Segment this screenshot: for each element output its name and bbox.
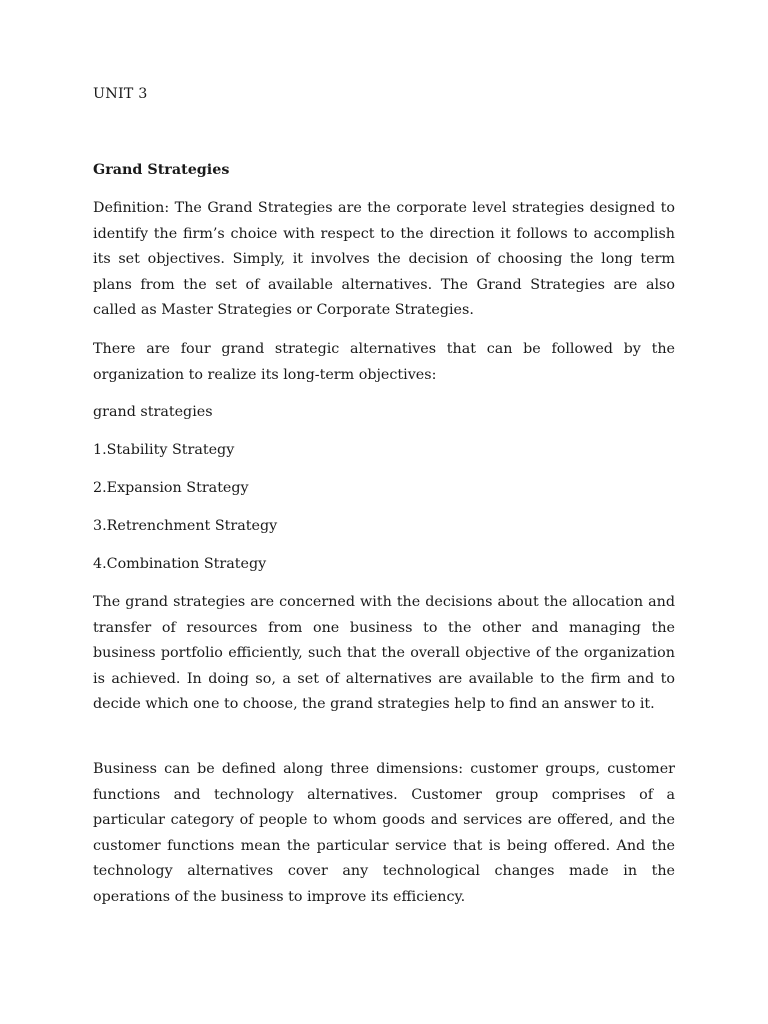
list-item: 4.Combination Strategy <box>93 556 267 572</box>
list-item: 3.Retrenchment Strategy <box>93 518 278 534</box>
intro-paragraph: There are four grand strategic alternatives that can be followed by the organization to realize its long-term objectives: <box>93 341 675 383</box>
allocation-paragraph: The grand strategies are concerned with the decisions about the allocation and transfer of resources from one business to the other and managing the business portfolio efficiently, such that the overall objective of the organization is achieved. In doing so, a set of alternatives are available to the firm and to decide which one to choose, the grand strategies help to find an answer to it. <box>93 594 675 713</box>
dimensions-paragraph: Business can be defined along three dimensions: customer groups, customer functions and technology alternatives. Customer group comprises of a particular category of people to whom goods and services are offered, and the customer functions mean the particular service that is being offered. And the technology alternatives cover any technological changes made in the operations of the business to improve its efficiency. <box>93 761 675 905</box>
list-title: grand strategies <box>93 404 213 420</box>
unit-label: UNIT 3 <box>93 86 148 102</box>
list-item: 1.Stability Strategy <box>93 442 235 458</box>
section-heading: Grand Strategies <box>93 162 230 178</box>
definition-paragraph: Definition: The Grand Strategies are the corporate level strategies designed to identify the firm’s choice with respect to the direction it follows to accomplish its set objectives. Simply, it involves the decision of choosing the long term plans from the set of available alternatives. The Grand Strategies are also called as Master Strategies or Corporate Strategies. <box>93 200 675 319</box>
list-item: 2.Expansion Strategy <box>93 480 249 496</box>
